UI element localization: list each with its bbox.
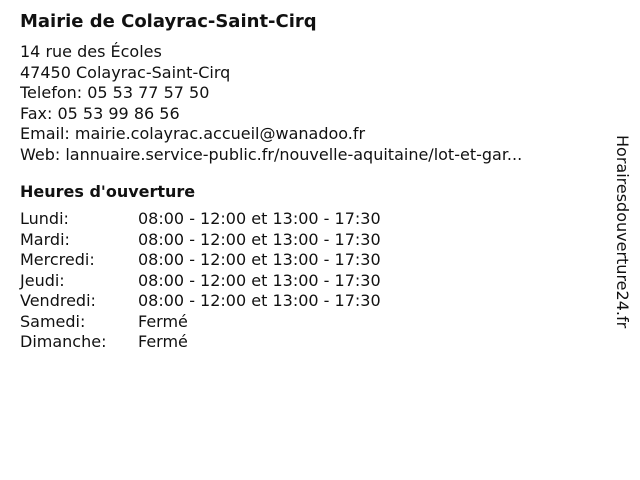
hours-row: [20, 271, 595, 292]
hours-row: [20, 230, 595, 251]
hours-day-label: Jeudi:: [20, 270, 65, 290]
hours-day-label: Dimanche:: [20, 332, 107, 351]
hours-day-label: Mercredi:: [20, 250, 95, 269]
hours-row: [20, 250, 595, 271]
fax-text: Fax: 05 53 99 86 56: [20, 103, 180, 123]
hours-time-value: 08:00 - 12:00 et 13:00 - 17:30: [138, 250, 381, 269]
site-brand-watermark: Horairesdouverture24.fr: [613, 135, 632, 329]
hours-day-label: Lundi:: [20, 209, 69, 228]
address-street: 14 rue des Écoles: [20, 42, 162, 61]
hours-heading: Heures d'ouverture: [20, 182, 196, 201]
hours-time-value: 08:00 - 12:00 et 13:00 - 17:30: [138, 270, 381, 290]
hours-row: [20, 332, 595, 353]
hours-time-value: 08:00 - 12:00 et 13:00 - 17:30: [138, 209, 381, 228]
hours-row: [20, 209, 595, 230]
website-text: Web: lannuaire.service-public.fr/nouvelle-aquitaine/lot-et-gar...: [20, 144, 523, 164]
hours-time-value: Fermé: [138, 332, 188, 351]
address-city: 47450 Colayrac-Saint-Cirq: [20, 62, 231, 82]
hours-day-label: Mardi:: [20, 229, 70, 249]
email-text: Email: mairie.colayrac.accueil@wanadoo.fr: [20, 124, 366, 143]
info-card: [20, 10, 595, 353]
hours-day-label: Samedi:: [20, 311, 86, 331]
hours-time-value: Fermé: [138, 311, 188, 331]
phone-text: Telefon: 05 53 77 57 50: [20, 83, 210, 102]
hours-row: [20, 312, 595, 333]
hours-day-label: Vendredi:: [20, 291, 96, 310]
hours-time-value: 08:00 - 12:00 et 13:00 - 17:30: [138, 229, 381, 249]
hours-row: [20, 291, 595, 312]
hours-time-value: 08:00 - 12:00 et 13:00 - 17:30: [138, 291, 381, 310]
page-title: Mairie de Colayrac-Saint-Cirq: [20, 11, 317, 32]
